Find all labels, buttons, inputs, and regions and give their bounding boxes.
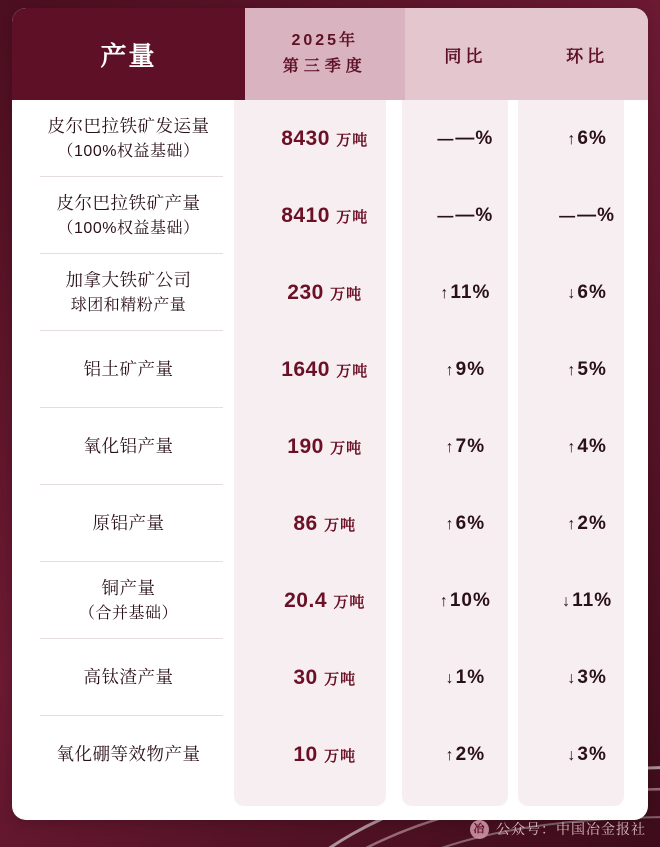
table-body bbox=[12, 100, 648, 793]
production-table bbox=[12, 8, 648, 793]
arrow-up-icon: ↑ bbox=[567, 130, 577, 148]
row-value-number: 10 bbox=[293, 742, 318, 766]
row-qoq-value: 6% bbox=[577, 127, 607, 149]
arrow-up-icon: ↑ bbox=[567, 515, 577, 533]
row-qoq-cell bbox=[526, 485, 648, 562]
row-label-line1: 铝土矿产量 bbox=[83, 359, 174, 380]
row-qoq-value: —% bbox=[577, 204, 616, 226]
row-qoq bbox=[526, 359, 648, 381]
table-row bbox=[12, 562, 648, 639]
arrow-up-icon: ↑ bbox=[567, 361, 577, 379]
row-yoy-value: 11% bbox=[450, 281, 491, 303]
table-row bbox=[12, 639, 648, 716]
row-yoy-value: 6% bbox=[455, 512, 486, 534]
row-qoq bbox=[526, 744, 648, 766]
row-label-line1: 皮尔巴拉铁矿产量 bbox=[56, 193, 201, 214]
row-yoy-value: —% bbox=[455, 204, 494, 226]
table-row bbox=[12, 716, 648, 793]
row-label-line1: 原铝产量 bbox=[92, 513, 165, 534]
row-qoq-value: 2% bbox=[577, 512, 607, 534]
row-yoy-value: 10% bbox=[449, 589, 491, 611]
row-value bbox=[245, 512, 405, 536]
production-table-card bbox=[12, 8, 648, 820]
row-value-unit: 万吨 bbox=[324, 747, 357, 765]
row-yoy-cell bbox=[405, 408, 527, 485]
row-qoq bbox=[526, 590, 648, 612]
row-value bbox=[245, 281, 405, 305]
row-label bbox=[12, 664, 245, 690]
row-yoy-value: 9% bbox=[455, 358, 486, 380]
row-value bbox=[245, 589, 405, 613]
row-yoy-value: 7% bbox=[455, 435, 486, 457]
row-value-unit: 万吨 bbox=[330, 285, 363, 303]
row-label-line2: （100%权益基础） bbox=[57, 219, 200, 237]
table-row bbox=[12, 254, 648, 331]
row-value-cell bbox=[245, 408, 405, 485]
row-value-cell bbox=[245, 100, 405, 177]
row-value-number: 30 bbox=[293, 665, 318, 689]
watermark bbox=[470, 819, 646, 839]
row-value-number: 230 bbox=[287, 280, 324, 304]
row-yoy-cell bbox=[405, 639, 527, 716]
arrow-up-icon: ↑ bbox=[439, 592, 449, 610]
row-label-line1: 铜产量 bbox=[101, 578, 156, 599]
row-qoq-cell bbox=[526, 716, 648, 793]
row-value-number: 8410 bbox=[281, 203, 330, 227]
row-value-number: 86 bbox=[293, 511, 318, 535]
row-qoq bbox=[526, 128, 648, 150]
arrow-up-icon: ↑ bbox=[445, 746, 455, 764]
row-value-cell bbox=[245, 331, 405, 408]
row-value-cell bbox=[245, 639, 405, 716]
table-row bbox=[12, 485, 648, 562]
arrow-up-icon: ↑ bbox=[440, 284, 450, 302]
row-qoq-cell bbox=[526, 177, 648, 254]
row-label bbox=[12, 433, 245, 459]
row-value-cell bbox=[245, 485, 405, 562]
row-qoq bbox=[526, 513, 648, 535]
dash-icon: — bbox=[437, 207, 455, 225]
row-value-number: 1640 bbox=[281, 357, 330, 381]
row-qoq bbox=[526, 205, 648, 227]
row-label-line2: 球团和精粉产量 bbox=[70, 296, 187, 314]
row-qoq bbox=[526, 667, 648, 689]
table-row bbox=[12, 100, 648, 177]
row-value-cell bbox=[245, 562, 405, 639]
row-yoy-cell bbox=[405, 177, 527, 254]
row-yoy-cell bbox=[405, 562, 527, 639]
row-label-cell bbox=[12, 177, 245, 254]
row-qoq-cell bbox=[526, 100, 648, 177]
row-qoq-value: 4% bbox=[577, 435, 607, 457]
row-qoq-cell bbox=[526, 562, 648, 639]
row-value-unit: 万吨 bbox=[324, 670, 357, 688]
table-row bbox=[12, 177, 648, 254]
row-value-number: 190 bbox=[287, 434, 324, 458]
row-qoq-cell bbox=[526, 254, 648, 331]
row-value-cell bbox=[245, 177, 405, 254]
row-label-line2: （100%权益基础） bbox=[57, 142, 200, 160]
row-label-cell bbox=[12, 639, 245, 716]
row-value bbox=[245, 666, 405, 690]
row-value-number: 8430 bbox=[281, 126, 330, 150]
row-qoq-value: 3% bbox=[577, 666, 607, 688]
arrow-up-icon: ↑ bbox=[445, 515, 455, 533]
row-value bbox=[245, 435, 405, 459]
dash-icon: — bbox=[437, 130, 455, 148]
row-label-line1: 氧化硼等效物产量 bbox=[56, 744, 201, 765]
watermark-text: 公众号：中国冶金报社 bbox=[496, 821, 646, 837]
header-qoq: 环比 bbox=[526, 8, 648, 100]
arrow-down-icon: ↓ bbox=[562, 592, 572, 610]
arrow-down-icon: ↓ bbox=[567, 746, 577, 764]
row-yoy bbox=[405, 513, 527, 535]
row-label-line2: （合并基础） bbox=[78, 604, 178, 622]
row-yoy-value: —% bbox=[455, 127, 494, 149]
row-label-line1: 氧化铝产量 bbox=[83, 436, 174, 457]
row-qoq bbox=[526, 282, 648, 304]
row-yoy bbox=[405, 436, 527, 458]
header-yoy: 同比 bbox=[405, 8, 527, 100]
row-label bbox=[12, 190, 245, 240]
row-qoq-value: 11% bbox=[572, 589, 613, 611]
row-yoy-cell bbox=[405, 254, 527, 331]
row-label-cell bbox=[12, 100, 245, 177]
row-value-cell bbox=[245, 716, 405, 793]
row-value-cell bbox=[245, 254, 405, 331]
row-value bbox=[245, 127, 405, 151]
row-yoy bbox=[405, 128, 527, 150]
row-qoq-value: 6% bbox=[577, 281, 607, 303]
row-value-unit: 万吨 bbox=[330, 439, 363, 457]
watermark-badge-icon: 冶 bbox=[470, 820, 489, 839]
row-label-line1: 加拿大铁矿公司 bbox=[65, 270, 192, 291]
row-qoq-cell bbox=[526, 331, 648, 408]
row-yoy bbox=[405, 744, 527, 766]
row-value-unit: 万吨 bbox=[333, 593, 366, 611]
arrow-up-icon: ↑ bbox=[445, 361, 455, 379]
row-label-cell bbox=[12, 331, 245, 408]
row-label-cell bbox=[12, 485, 245, 562]
row-yoy-cell bbox=[405, 485, 527, 562]
row-yoy-value: 2% bbox=[455, 743, 486, 765]
header-period-quarter: 第三季度 bbox=[282, 58, 367, 75]
arrow-up-icon: ↑ bbox=[567, 438, 577, 456]
header-production: 产量 bbox=[12, 8, 245, 100]
row-label-cell bbox=[12, 254, 245, 331]
row-label-cell bbox=[12, 408, 245, 485]
header-period-year: 2025年 bbox=[291, 31, 359, 49]
row-yoy-cell bbox=[405, 716, 527, 793]
row-value bbox=[245, 358, 405, 382]
row-value bbox=[245, 204, 405, 228]
row-value-number: 20.4 bbox=[284, 588, 327, 612]
row-value-unit: 万吨 bbox=[336, 131, 369, 149]
row-yoy bbox=[405, 590, 527, 612]
arrow-down-icon: ↓ bbox=[445, 669, 455, 687]
row-yoy-cell bbox=[405, 331, 527, 408]
row-value-unit: 万吨 bbox=[324, 516, 357, 534]
row-label bbox=[12, 741, 245, 767]
table-row bbox=[12, 408, 648, 485]
table-row bbox=[12, 331, 648, 408]
arrow-up-icon: ↑ bbox=[445, 438, 455, 456]
row-qoq-value: 3% bbox=[577, 743, 607, 765]
arrow-down-icon: ↓ bbox=[567, 284, 577, 302]
row-label-line1: 高钛渣产量 bbox=[83, 667, 174, 688]
row-label bbox=[12, 575, 245, 625]
row-yoy bbox=[405, 205, 527, 227]
row-yoy bbox=[405, 282, 527, 304]
row-yoy-cell bbox=[405, 100, 527, 177]
row-qoq-cell bbox=[526, 639, 648, 716]
header-period bbox=[245, 8, 405, 100]
row-value-unit: 万吨 bbox=[336, 208, 369, 226]
row-value-unit: 万吨 bbox=[336, 362, 369, 380]
row-label-cell bbox=[12, 562, 245, 639]
table-header bbox=[12, 8, 648, 100]
row-label-line1: 皮尔巴拉铁矿发运量 bbox=[47, 116, 210, 137]
row-label bbox=[12, 510, 245, 536]
arrow-down-icon: ↓ bbox=[567, 669, 577, 687]
row-value bbox=[245, 743, 405, 767]
row-qoq-cell bbox=[526, 408, 648, 485]
row-qoq-value: 5% bbox=[577, 358, 607, 380]
dash-icon: — bbox=[559, 207, 577, 225]
row-label bbox=[12, 267, 245, 317]
row-label bbox=[12, 113, 245, 163]
row-yoy bbox=[405, 667, 527, 689]
row-yoy bbox=[405, 359, 527, 381]
row-label bbox=[12, 356, 245, 382]
row-label-cell bbox=[12, 716, 245, 793]
row-qoq bbox=[526, 436, 648, 458]
row-yoy-value: 1% bbox=[455, 666, 486, 688]
